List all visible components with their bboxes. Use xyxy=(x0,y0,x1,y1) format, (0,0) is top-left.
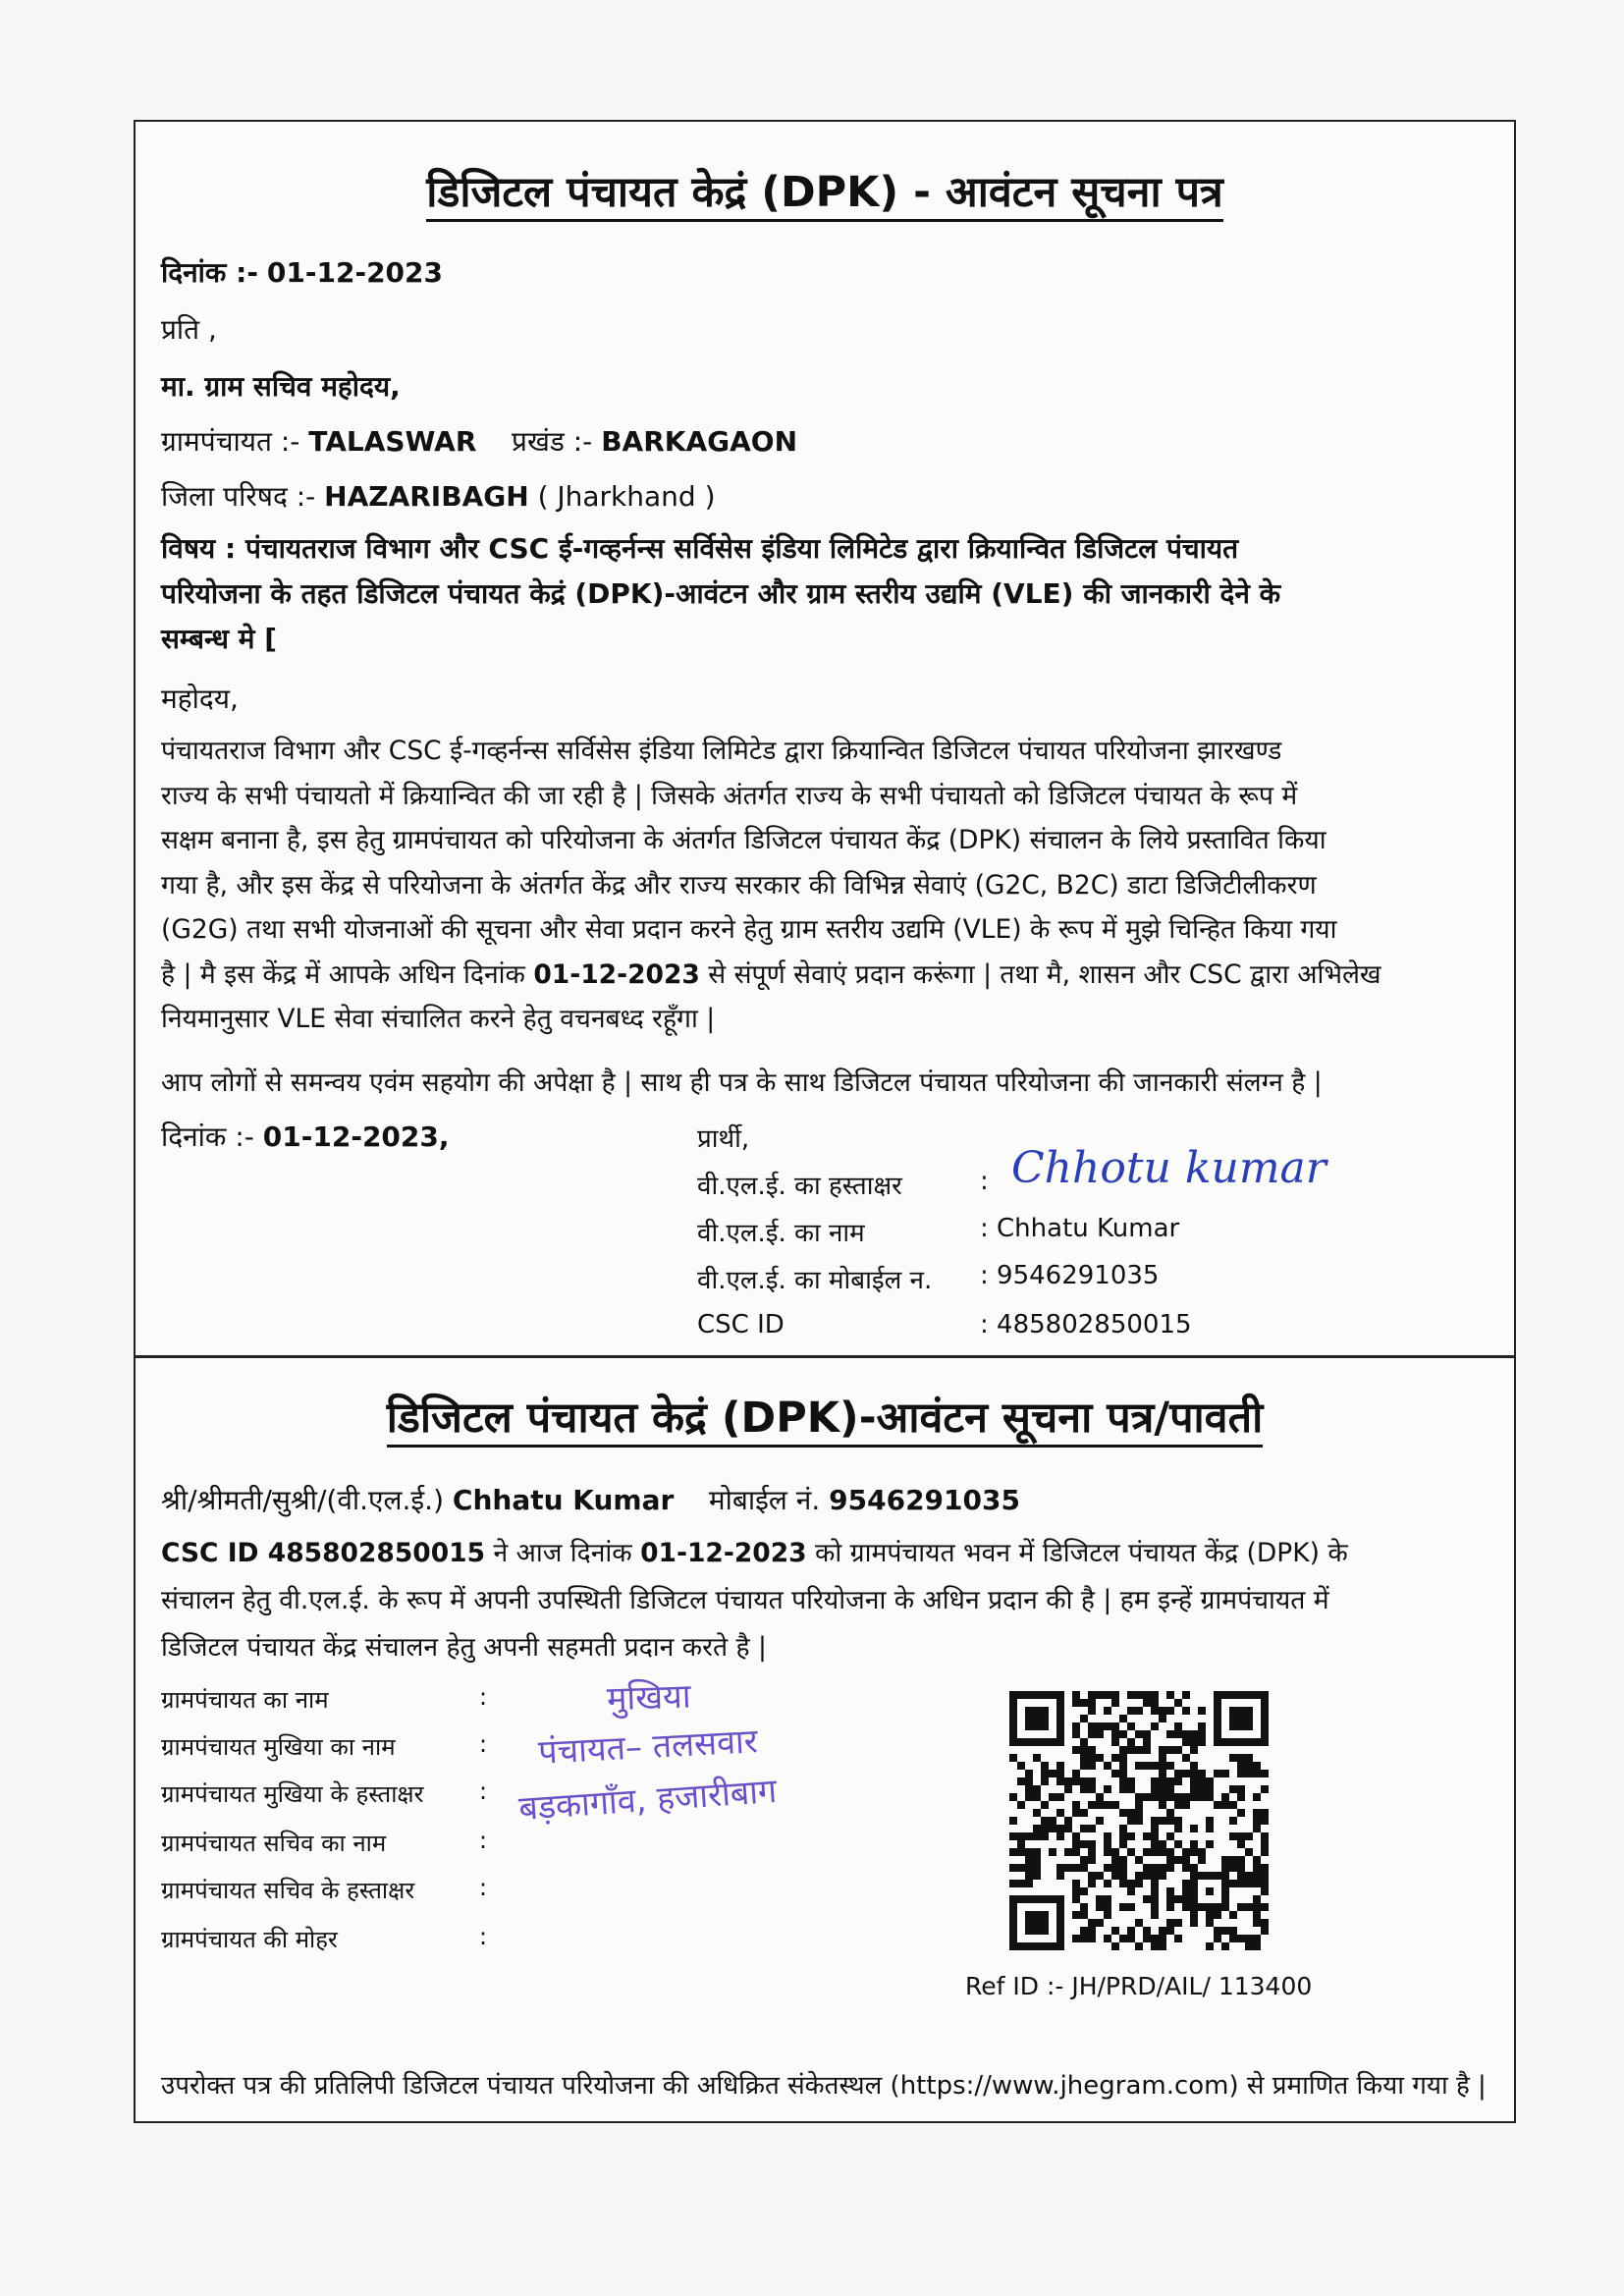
field-colon: : xyxy=(479,1827,488,1854)
subject: विषय : पंचायतराज विभाग और CSC ई-गव्हर्नन्स सर्विसेस इंडिया लिमिटेड द्वारा क्रियान्वित डिजिटल पंचायत परियोजना के तहत डिजिटल पंचायत केद्रं (DPK)-आवंटन और ग्राम स्तरीय उद्यमि (VLE) की जानकारी देने के सम्बन्ध मे [ xyxy=(161,532,1281,655)
addressee: मा. ग्राम सचिव महोदय, xyxy=(161,370,401,403)
footer-note: उपरोक्त पत्र की प्रतिलिपी डिजिटल पंचायत परियोजना की अधिक्रित संकेतस्थल (https://www.jhegram.com) से प्रमाणित किया गया है | xyxy=(161,2071,1487,2101)
vle-mobile-value: : 9546291035 xyxy=(980,1261,1160,1290)
field-colon: : xyxy=(479,1923,488,1950)
vle-mobile-label: वी.एल.ई. का मोबाईल न. xyxy=(697,1266,933,1295)
csc-id-label: CSC ID xyxy=(697,1310,785,1339)
ref-id: Ref ID :- JH/PRD/AIL/ 113400 xyxy=(965,1972,1313,2000)
csc-id-value: : 485802850015 xyxy=(980,1310,1192,1339)
vle-name-value: : Chhatu Kumar xyxy=(980,1214,1180,1243)
vle-sign-label: वी.एल.ई. का हस्ताक्षर xyxy=(697,1172,902,1201)
sign-date: दिनांक :- 01-12-2023, xyxy=(161,1121,450,1153)
panchayat-line: ग्रामपंचायत :- TALASWAR प्रखंड :- BARKAGAON xyxy=(161,425,798,458)
qr-code xyxy=(1009,1691,1269,1950)
date-line: दिनांक :- 01-12-2023 xyxy=(161,256,443,289)
field-colon: : xyxy=(479,1730,488,1758)
vle-signature: Chhotu kumar xyxy=(1011,1143,1326,1193)
receipt-name-line: श्री/श्रीमती/सुश्री/(वी.एल.ई.) Chhatu Kumar मोबाईल नं. 9546291035 xyxy=(161,1484,1020,1516)
vle-sign-colon: : xyxy=(980,1167,989,1196)
field-mukhiya-sign: ग्रामपंचायत मुखिया के हस्ताक्षर xyxy=(161,1780,424,1808)
letter-frame xyxy=(134,120,1516,2123)
field-sachiv-name: ग्रामपंचायत सचिव का नाम xyxy=(161,1830,387,1857)
section-divider xyxy=(135,1355,1514,1358)
stamp-line-3: बड़कागाँव, हजारीबाग xyxy=(517,1771,779,1830)
cooperation-text: आप लोगों से समन्वय एवंम सहयोग की अपेक्षा है | साथ ही पत्र के साथ डिजिटल पंचायत परियोजना की जानकारी संलग्न है | xyxy=(161,1067,1323,1098)
salutation: महोदय, xyxy=(161,683,239,715)
field-mukhiya-name: ग्रामपंचायत मुखिया का नाम xyxy=(161,1733,396,1761)
field-colon: : xyxy=(479,1683,488,1711)
zila-line: जिला परिषद :- HAZARIBAGH ( Jharkhand ) xyxy=(161,480,716,513)
stamp-line-1: मुखिया xyxy=(606,1676,692,1720)
receipt-body: CSC ID 485802850015 ने आज दिनांक 01-12-2023 को ग्रामपंचायत भवन में डिजिटल पंचायत केंद्र (DPK) के संचालन हेतु वी.एल.ई. के रूप में अपनी उपस्थिती डिजिटल पंचायत परियोजना के अधिन प्रदान की है | हम इन्हें ग्रामपंचायत में डिजिटल पंचायत केंद्र संचालन हेतु अपनी सहमती प्रदान करते है | xyxy=(161,1538,1348,1663)
prati: प्रति , xyxy=(161,313,217,346)
vle-name-label: वी.एल.ई. का नाम xyxy=(697,1219,865,1248)
field-colon: : xyxy=(479,1874,488,1901)
body-text: पंचायतराज विभाग और CSC ई-गव्हर्नन्स सर्विसेस इंडिया लिमिटेड द्वारा क्रियान्वित डिजिटल पंचायत परियोजना झारखण्ड राज्य के सभी पंचायतो में क्रियान्वित की जा रही है | जिसके अंतर्गत राज्य के सभी पंचायतो को डिजिटल पंचायत के रूप में सक्षम बनाना है, इस हेतु ग्रामपंचायत को परियोजना के अंतर्गत डिजिटल पंचायत केंद्र (DPK) संचालन के लिये प्रस्तावित किया गया है, और इस केंद्र से परियोजना के अंतर्गत केंद्र और राज्य सरकार की विभिन्न सेवाएं (G2C, B2C) डाटा डिजिटीलीकरण (G2G) तथा सभी योजनाओं की सूचना और सेवा प्रदान करने हेतु ग्राम स्तरीय उद्यमि (VLE) के रूप में मुझे चिन्हित किया गया है | मै इस केंद्र में आपके अधिन दिनांक 01-12-2023 से संपूर्ण सेवाएं प्रदान करूंगा | तथा मै, शासन और CSC द्वारा अभिलेख नियमानुसार VLE सेवा संचालित करने हेतु वचनबध्द रहूँगा | xyxy=(161,736,1381,1034)
prarthi: प्रार्थी, xyxy=(697,1124,750,1154)
stamp-line-2: पंचायत– तलसवार xyxy=(537,1722,759,1773)
field-panchayat-name: ग्रामपंचायत का नाम xyxy=(161,1686,329,1714)
field-colon: : xyxy=(479,1777,488,1805)
receipt-title: डिजिटल पंचायत केद्रं (DPK)-आवंटन सूचना पत्र/पावती xyxy=(135,1387,1514,1445)
letter-title: डिजिटल पंचायत केद्रं (DPK) - आवंटन सूचना पत्र xyxy=(135,161,1514,219)
field-sachiv-sign: ग्रामपंचायत सचिव के हस्ताक्षर xyxy=(161,1877,415,1904)
field-panchayat-seal: ग्रामपंचायत की मोहर xyxy=(161,1926,338,1953)
